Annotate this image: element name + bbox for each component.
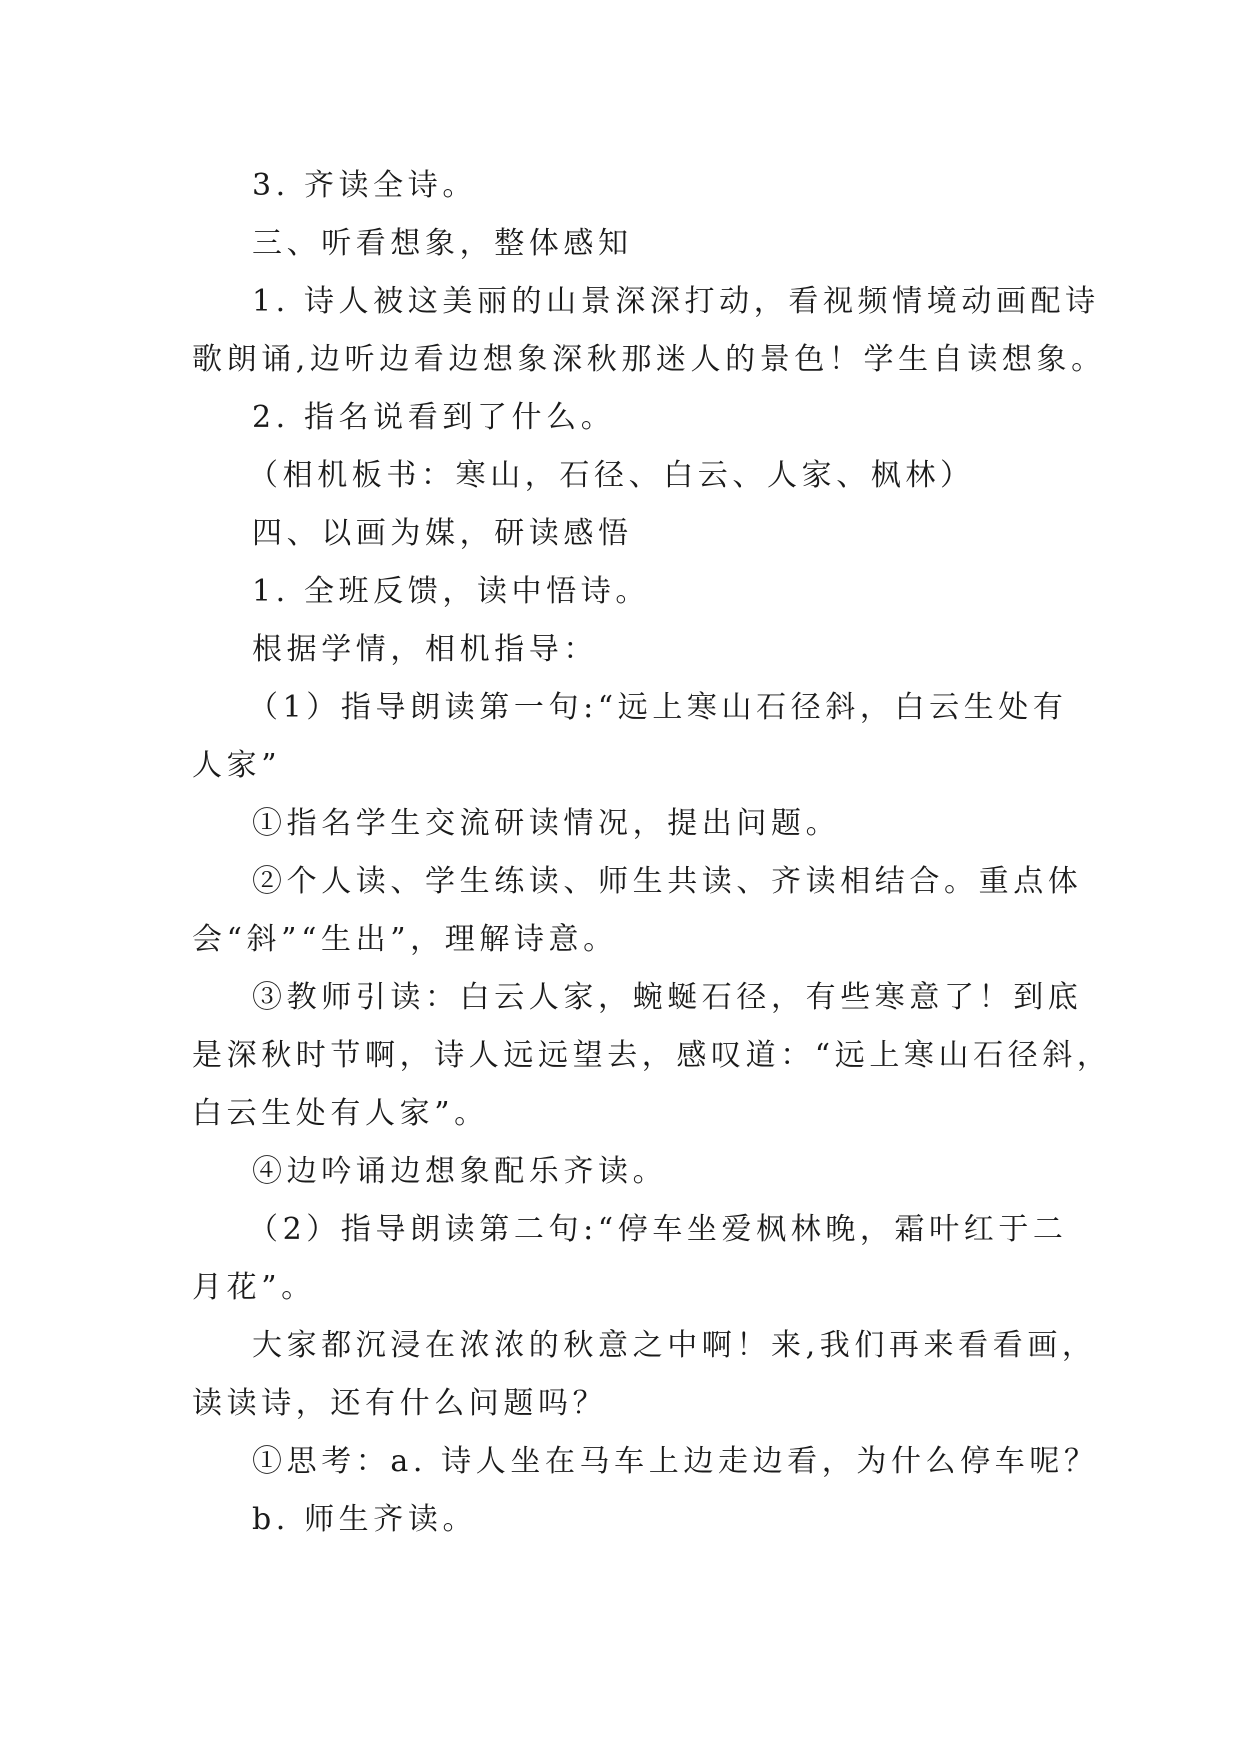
text-line: ①指名学生交流研读情况，提出问题。 [252,806,841,841]
text-line: ④边吟诵边想象配乐齐读。 [252,1154,668,1189]
text-line: 1. 诗人被这美丽的山景深深打动，看视频情境动画配诗 [252,284,1100,319]
section-heading: 四、以画为媒，研读感悟 [252,516,633,551]
text-line: b. 师生齐读。 [252,1502,478,1537]
text-line: （相机板书：寒山，石径、白云、人家、枫林） [248,458,975,493]
text-line: （1）指导朗读第一句:“远上寒山石径斜，白云生处有 [248,690,1068,725]
text-line: 根据学情，相机指导： [252,632,598,667]
text-line: ③教师引读：白云人家，蜿蜒石径，有些寒意了！到底 [252,980,1083,1015]
text-line: 人家” [192,748,282,783]
text-line: 大家都沉浸在浓浓的秋意之中啊！来,我们再来看看画， [252,1328,1097,1363]
text-line: 月花”。 [192,1270,316,1305]
text-line: 白云生处有人家”。 [192,1096,489,1131]
text-line: ①思考：a. 诗人坐在马车上边走边看，为什么停车呢？ [252,1444,1099,1479]
text-line: ②个人读、学生练读、师生共读、齐读相结合。重点体 [252,864,1083,899]
text-line: 2. 指名说看到了什么。 [252,400,616,435]
section-heading: 三、听看想象，整体感知 [252,226,633,261]
text-line: 会“斜”“生出”，理解诗意。 [192,922,618,957]
text-line: 3. 齐读全诗。 [252,168,477,203]
text-line: 歌朗诵,边听边看边想象深秋那迷人的景色！学生自读想象。 [192,342,1106,377]
text-line: 1. 全班反馈，读中悟诗。 [252,574,650,609]
text-line: （2）指导朗读第二句:“停车坐爱枫林晚，霜叶红于二 [248,1212,1068,1247]
text-line: 读读诗，还有什么问题吗？ [192,1386,608,1421]
text-line: 是深秋时节啊，诗人远远望去，感叹道：“远上寒山石径斜， [192,1038,1112,1073]
